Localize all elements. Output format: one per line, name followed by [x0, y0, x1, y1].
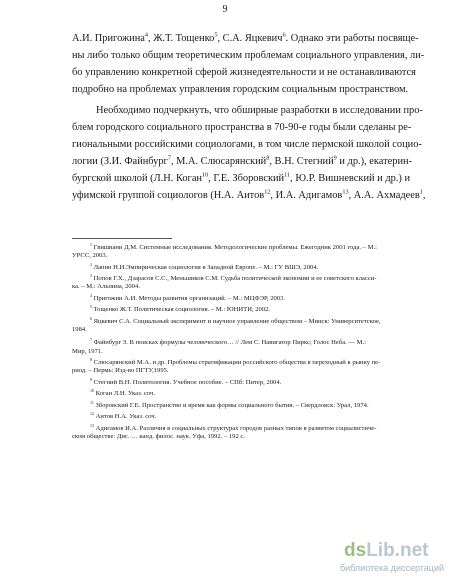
text-line-6: блем городского социального пространства в 70-90-е годы были сделаны ре-: [72, 122, 412, 133]
watermark-subtitle: библиотека диссертаций: [340, 563, 445, 573]
site-watermark: [340, 540, 450, 582]
text-line-7: гиональными российскими социологами, в том числе пермской школой социо-: [72, 139, 422, 150]
footnote-2: $^2$ Лапин Н.И.Эмпирическая социология в Западной Европе. – М.: ГУ ВШЭ, 2004.: [90, 261, 319, 271]
footnote-13: $^{13}$ Адигамов И.А. Различия в социальных структурах городов разных типов в развитом социалистиче- ском обществе: Дис. … канд. филос. наук. Уфа, 1992. – 192 с.: [72, 422, 377, 440]
text-line-5: Необходимо подчеркнуть, что обширные разработки в исследовании про-: [96, 105, 423, 116]
footnote-3: $^3$ Попов Г.Х., Дзарасов С.С., Меньшиков С.М. Судьба политической экономии и ее советского класси- ка. – М.: Альпина, 2004.: [72, 273, 377, 291]
footnote-11: $^{11}$ Зборовский Г.Е. Пространство и время как формы социального бытия. – Свердловск: Урал, 1974.: [90, 399, 369, 409]
text-line-10: уфимской группой социологов (Н.А. Аитов$^{12}$, И.А. Адигамов$^{13}$, А.А. Ахмадеев$^1$,: [72, 188, 426, 201]
text-line-8: логии (З.И. Файнбург$^7$, М.А. Слюсарянский$^8$, В.Н. Стегний$^9$ и др.), екатерин-: [72, 154, 413, 167]
footnote-1: $^1$ Гвишиани Д.М. Системные исследования. Методологические проблемы. Ежегодник 2001 года. – М.: УРСС, 2003.: [72, 241, 378, 260]
page-number: 9: [222, 4, 228, 15]
text-line-1: А.И. Пригожина$^4$, Ж.Т. Тощенко$^5$, С.А. Яцкевич$^6$. Однако эти работы посвяще-: [72, 31, 419, 44]
text-line-4: подробно на проблемах управления городским социальным пространством.: [72, 84, 409, 95]
text-line-3: бо управлению конкретной сферой жизнедеятельности и не останавливаются: [72, 67, 416, 78]
main-text: [72, 30, 426, 204]
footnote-8: $^8$ Слюсарянский М.А. и др. Проблемы стратификации российского общества в переходный к рынку пе- риод. – Пермь: Изд-во ПГТУ,1995.: [72, 356, 381, 375]
footnote-10: $^{10}$ Коган Л.Н. Указ. соч.: [90, 388, 156, 398]
text-line-2: ны либо только общим теоретическим проблемам социального управления, ли-: [72, 50, 425, 61]
text-line-9: бургской школой (Л.Н. Коган$^{10}$, Г.Е. Зборовский$^{11}$, Ю.Р. Вишневский и др.) и: [72, 171, 411, 184]
footnotes: [72, 241, 408, 444]
footnote-6: $^6$ Яцкевич С.А. Социальный эксперимент и научное управление обществом – Минск: Университетское, 1984.: [72, 315, 381, 334]
footnote-separator: [72, 238, 172, 239]
footnote-9: $^9$ Стегний В.Н. Политология. Учебное пособие. – СПб: Питер, 2004.: [90, 376, 282, 386]
footnote-12: $^{12}$ Аитов Н.А. Указ. соч.: [90, 411, 157, 421]
footnote-5: $^5$ Тощенко Ж.Т. Политическая социология. – М.: ЮНИТИ, 2002.: [90, 304, 271, 314]
footnote-4: $^4$ Пригожин А.И. Методы развития организаций. – М.: МЦФЭР, 2003.: [90, 292, 286, 302]
footnote-7: $^7$ Файнбург З. В поисках формулы человеческого… // Лем С. Навигатор Пиркс; Голос Неба. — М.: Мир, 1971.: [72, 337, 367, 355]
watermark-logo: dsLib.net: [344, 540, 429, 561]
